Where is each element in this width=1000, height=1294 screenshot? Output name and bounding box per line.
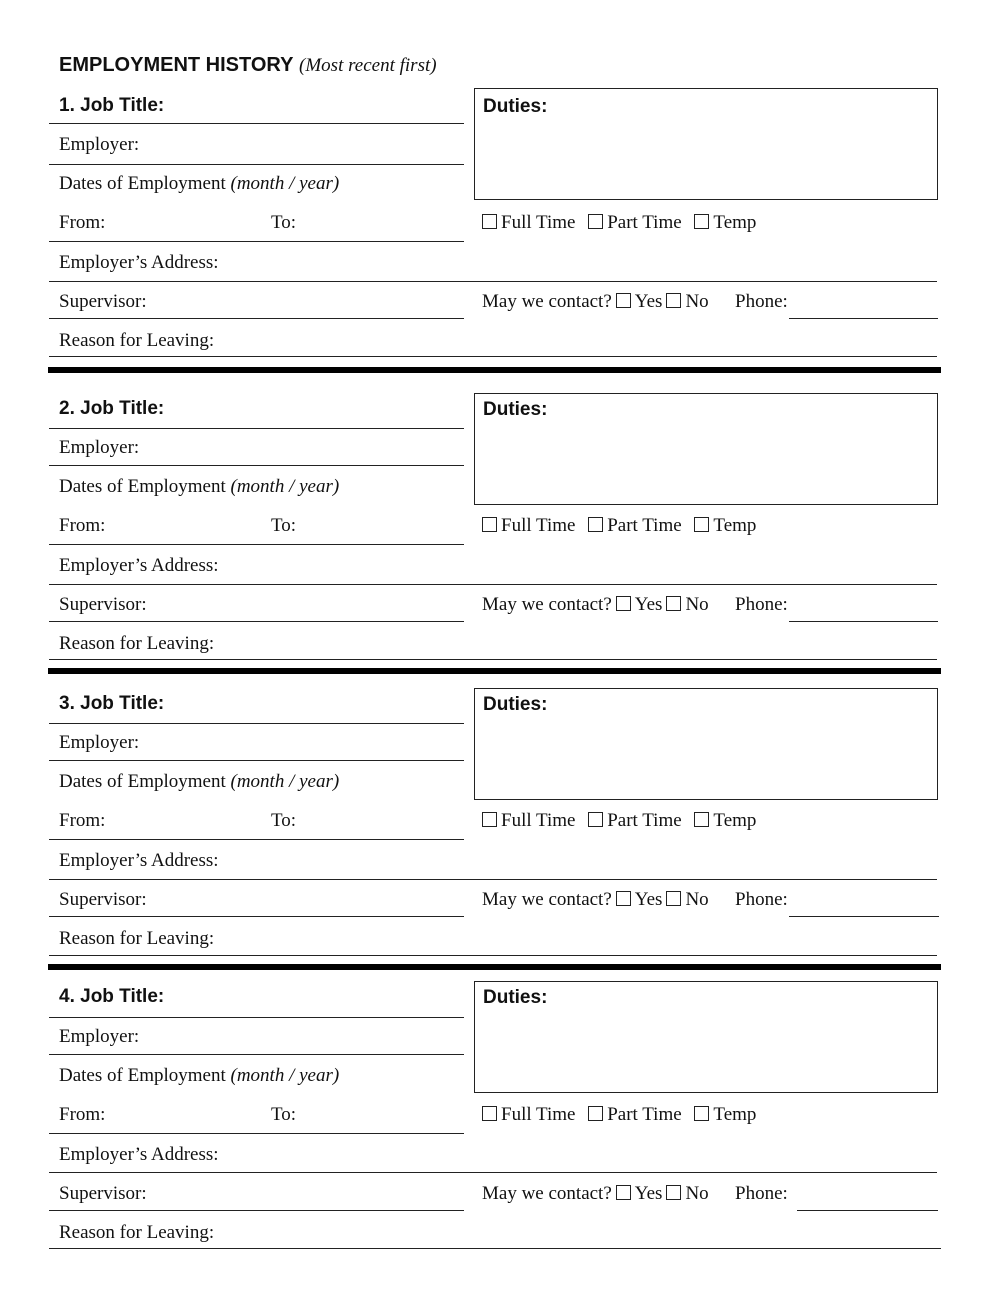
- temp-label: Temp: [713, 212, 757, 233]
- temp-checkbox[interactable]: [694, 812, 709, 827]
- part-time-option[interactable]: [588, 1104, 681, 1125]
- from-label: From:: [59, 515, 106, 536]
- temp-checkbox[interactable]: [694, 1106, 709, 1121]
- address-label: Employer’s Address:: [59, 555, 219, 576]
- duties-label: Duties:: [483, 96, 548, 117]
- full-time-checkbox[interactable]: [482, 214, 497, 229]
- employer-label: Employer:: [59, 134, 140, 155]
- part-time-checkbox[interactable]: [588, 214, 603, 229]
- part-time-label: Part Time: [607, 1104, 682, 1125]
- yes-checkbox[interactable]: [616, 891, 631, 906]
- part-time-checkbox[interactable]: [588, 517, 603, 532]
- to-label: To:: [271, 212, 297, 233]
- section-divider: [48, 964, 941, 970]
- job-title-label: 1. Job Title:: [59, 95, 165, 116]
- no-checkbox[interactable]: [666, 596, 681, 611]
- dates-label-text: Dates of Employment: [59, 476, 226, 497]
- employment-type-group: [482, 1105, 764, 1124]
- address-label: Employer’s Address:: [59, 252, 219, 273]
- page-subtitle: (Most recent first): [299, 55, 437, 76]
- no-checkbox[interactable]: [666, 1185, 681, 1200]
- dates-label: [59, 772, 339, 791]
- employer-label: Employer:: [59, 1026, 140, 1047]
- yes-label: Yes: [634, 594, 663, 615]
- dates-label-text: Dates of Employment: [59, 173, 226, 194]
- full-time-label: Full Time: [501, 515, 576, 536]
- reason-label: Reason for Leaving:: [59, 330, 215, 351]
- no-checkbox[interactable]: [666, 891, 681, 906]
- phone-label: Phone:: [735, 889, 788, 910]
- no-label: No: [685, 594, 709, 615]
- part-time-label: Part Time: [607, 212, 682, 233]
- reason-label: Reason for Leaving:: [59, 633, 215, 654]
- job-title-field[interactable]: [49, 723, 464, 724]
- phone-field[interactable]: [797, 1210, 938, 1211]
- address-field[interactable]: [49, 281, 937, 282]
- part-time-option[interactable]: [588, 810, 681, 831]
- supervisor-field[interactable]: [49, 318, 464, 319]
- address-label: Employer’s Address:: [59, 850, 219, 871]
- dates-note: (month / year): [230, 771, 340, 792]
- temp-checkbox[interactable]: [694, 214, 709, 229]
- job-title-field[interactable]: [49, 123, 464, 124]
- phone-label: Phone:: [735, 291, 788, 312]
- duties-box[interactable]: [474, 393, 938, 505]
- employer-field[interactable]: [49, 1054, 464, 1055]
- employer-label: Employer:: [59, 732, 140, 753]
- yes-checkbox[interactable]: [616, 293, 631, 308]
- phone-field[interactable]: [789, 621, 938, 622]
- to-label: To:: [271, 515, 297, 536]
- phone-field[interactable]: [789, 318, 938, 319]
- dates-field[interactable]: [49, 241, 464, 242]
- part-time-label: Part Time: [607, 810, 682, 831]
- part-time-option[interactable]: [588, 212, 681, 233]
- from-label: From:: [59, 1104, 106, 1125]
- part-time-label: Part Time: [607, 515, 682, 536]
- dates-note: (month / year): [230, 1065, 340, 1086]
- full-time-checkbox[interactable]: [482, 1106, 497, 1121]
- full-time-checkbox[interactable]: [482, 517, 497, 532]
- duties-label: Duties:: [483, 987, 548, 1008]
- supervisor-field[interactable]: [49, 621, 464, 622]
- supervisor-label: Supervisor:: [59, 594, 147, 615]
- duties-label: Duties:: [483, 694, 548, 715]
- may-contact-label: May we contact?: [482, 291, 612, 312]
- employer-field[interactable]: [49, 164, 464, 165]
- employer-field[interactable]: [49, 465, 464, 466]
- full-time-option[interactable]: [482, 1104, 575, 1125]
- address-field[interactable]: [49, 879, 937, 880]
- temp-checkbox[interactable]: [694, 517, 709, 532]
- full-time-option[interactable]: [482, 515, 575, 536]
- temp-option[interactable]: [694, 515, 756, 536]
- temp-label: Temp: [713, 515, 757, 536]
- full-time-option[interactable]: [482, 212, 575, 233]
- to-label: To:: [271, 1104, 297, 1125]
- dates-field[interactable]: [49, 839, 464, 840]
- job-title-field[interactable]: [49, 1017, 464, 1018]
- duties-box[interactable]: [474, 981, 938, 1093]
- yes-label: Yes: [634, 889, 663, 910]
- temp-option[interactable]: [694, 810, 756, 831]
- temp-label: Temp: [713, 1104, 757, 1125]
- phone-label: Phone:: [735, 1183, 788, 1204]
- yes-label: Yes: [634, 291, 663, 312]
- reason-field[interactable]: [49, 356, 937, 357]
- employer-label: Employer:: [59, 437, 140, 458]
- dates-label: [59, 174, 339, 193]
- from-label: From:: [59, 810, 106, 831]
- supervisor-field[interactable]: [49, 916, 464, 917]
- address-field[interactable]: [49, 584, 937, 585]
- job-title-field[interactable]: [49, 428, 464, 429]
- job-title-label: 2. Job Title:: [59, 398, 165, 419]
- full-time-option[interactable]: [482, 810, 575, 831]
- page-title-text: EMPLOYMENT HISTORY: [59, 54, 294, 76]
- may-contact-label: May we contact?: [482, 889, 612, 910]
- duties-box[interactable]: [474, 88, 938, 200]
- part-time-checkbox[interactable]: [588, 812, 603, 827]
- supervisor-label: Supervisor:: [59, 889, 147, 910]
- dates-field[interactable]: [49, 544, 464, 545]
- duties-label: Duties:: [483, 399, 548, 420]
- yes-label: Yes: [634, 1183, 663, 1204]
- section-divider: [48, 668, 941, 674]
- contact-group: [482, 890, 709, 909]
- no-label: No: [685, 889, 709, 910]
- may-contact-label: May we contact?: [482, 594, 612, 615]
- supervisor-label: Supervisor:: [59, 291, 147, 312]
- reason-field[interactable]: [49, 659, 937, 660]
- address-field[interactable]: [49, 1172, 937, 1173]
- dates-note: (month / year): [230, 173, 340, 194]
- phone-field[interactable]: [789, 916, 939, 917]
- section-divider: [48, 367, 941, 373]
- employer-field[interactable]: [49, 760, 464, 761]
- contact-group: [482, 1184, 709, 1203]
- temp-label: Temp: [713, 810, 757, 831]
- supervisor-field[interactable]: [49, 1210, 464, 1211]
- yes-checkbox[interactable]: [616, 1185, 631, 1200]
- reason-field[interactable]: [49, 1248, 941, 1249]
- full-time-checkbox[interactable]: [482, 812, 497, 827]
- full-time-label: Full Time: [501, 212, 576, 233]
- employment-type-group: [482, 811, 764, 830]
- dates-label: [59, 477, 339, 496]
- reason-label: Reason for Leaving:: [59, 1222, 215, 1243]
- temp-option[interactable]: [694, 1104, 756, 1125]
- duties-box[interactable]: [474, 688, 938, 800]
- phone-label: Phone:: [735, 594, 788, 615]
- may-contact-label: May we contact?: [482, 1183, 612, 1204]
- employment-type-group: [482, 213, 764, 232]
- job-title-label: 3. Job Title:: [59, 693, 165, 714]
- no-label: No: [685, 1183, 709, 1204]
- dates-note: (month / year): [230, 476, 340, 497]
- job-title-label: 4. Job Title:: [59, 986, 165, 1007]
- to-label: To:: [271, 810, 297, 831]
- full-time-label: Full Time: [501, 810, 576, 831]
- employment-type-group: [482, 516, 764, 535]
- dates-label-text: Dates of Employment: [59, 1065, 226, 1086]
- dates-field[interactable]: [49, 1133, 464, 1134]
- from-label: From:: [59, 212, 106, 233]
- dates-label: [59, 1066, 339, 1085]
- temp-option[interactable]: [694, 212, 756, 233]
- yes-checkbox[interactable]: [616, 596, 631, 611]
- contact-group: [482, 292, 709, 311]
- dates-label-text: Dates of Employment: [59, 771, 226, 792]
- reason-label: Reason for Leaving:: [59, 928, 215, 949]
- contact-group: [482, 595, 709, 614]
- part-time-checkbox[interactable]: [588, 1106, 603, 1121]
- reason-field[interactable]: [49, 955, 937, 956]
- full-time-label: Full Time: [501, 1104, 576, 1125]
- no-label: No: [685, 291, 709, 312]
- part-time-option[interactable]: [588, 515, 681, 536]
- supervisor-label: Supervisor:: [59, 1183, 147, 1204]
- address-label: Employer’s Address:: [59, 1144, 219, 1165]
- no-checkbox[interactable]: [666, 293, 681, 308]
- page-title: [59, 54, 437, 77]
